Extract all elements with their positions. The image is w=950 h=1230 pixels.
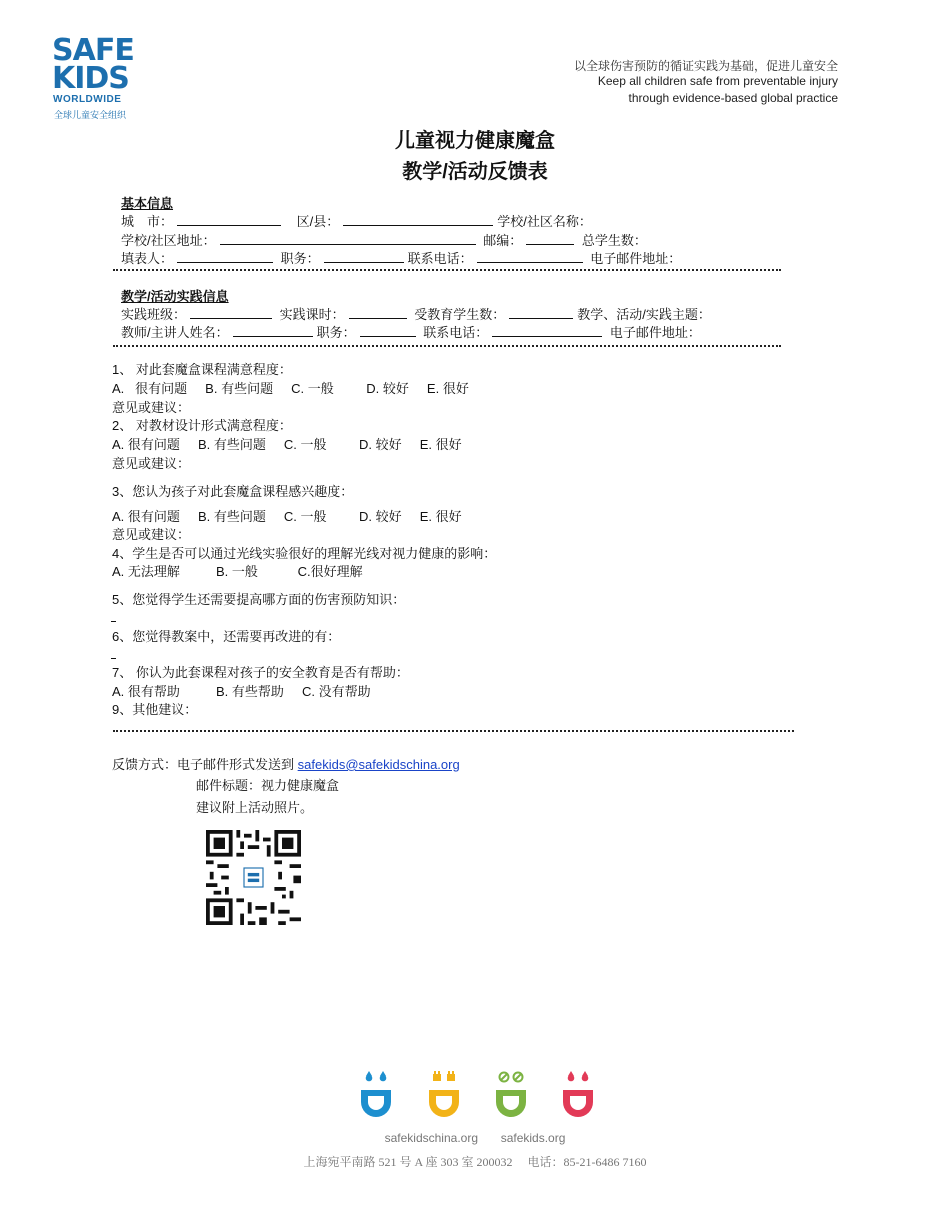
total-students-label: 总学生数：: [581, 233, 647, 248]
page-subtitle: 教学/活动反馈表: [402, 161, 548, 183]
practice-row-1: [121, 304, 711, 323]
school-addr-label: 学校/社区地址：: [121, 233, 216, 248]
question-3: 3、您认为孩子对此套魔盒课程感兴趣度：: [112, 484, 354, 499]
filler-position-label: 职务：: [280, 251, 320, 266]
school-addr-field[interactable]: [220, 233, 476, 245]
filler-phone-label: 联系电话：: [407, 251, 473, 266]
filler-label: 填表人：: [121, 251, 174, 266]
tagline-cn: 以全球伤害预防的循证实践为基础，促进儿童安全: [573, 59, 838, 73]
question-4-options[interactable]: A. 无法理解 B. 一般 C.很好理解: [112, 564, 363, 579]
question-9: 9、其他建议：: [112, 702, 198, 717]
teacher-email-label: 电子邮件地址：: [609, 325, 701, 340]
filler-field[interactable]: [177, 251, 273, 263]
hours-label: 实践课时：: [279, 307, 345, 322]
divider-1: [113, 269, 781, 271]
district-field[interactable]: [343, 214, 493, 226]
question-1-note: 意见或建议：: [112, 400, 191, 415]
footer-links: [0, 1131, 950, 1145]
question-5: 5、您觉得学生还需要提高哪方面的伤害预防知识：: [112, 592, 406, 607]
logo-worldwide: WORLDWIDE: [53, 94, 122, 105]
city-field[interactable]: [177, 214, 281, 226]
basic-row-2: [121, 230, 647, 249]
practice-info-heading: 教学/活动实践信息: [121, 289, 229, 304]
filler-email-label: 电子邮件地址：: [590, 251, 682, 266]
question-3-note: 意见或建议：: [112, 527, 191, 542]
footer-kids-icons: [356, 1068, 600, 1122]
feedback-label: 反馈方式：电子邮件形式发送到: [112, 757, 295, 772]
question-1-options[interactable]: A. 很有问题 B. 有些问题 C. 一般 D. 较好 E. 很好: [112, 381, 469, 396]
students-label: 受教育学生数：: [414, 307, 506, 322]
teacher-label: 教师/主讲人姓名：: [121, 325, 229, 340]
tagline-en-2: through evidence-based global practice: [628, 91, 838, 105]
class-field[interactable]: [190, 307, 272, 319]
teacher-phone-field[interactable]: [492, 325, 602, 337]
practice-row-2: [121, 322, 701, 341]
city-label: 城 市：: [121, 214, 174, 229]
teacher-field[interactable]: [233, 325, 313, 337]
question-2: 2、 对教材设计形式满意程度：: [112, 418, 292, 433]
question-6-answer-field[interactable]: [111, 647, 116, 659]
footer-link-safekidschina[interactable]: safekidschina.org: [384, 1131, 478, 1145]
basic-row-3: [121, 248, 681, 267]
footer-icon-blue: [361, 1071, 391, 1117]
footer-icon-red: [563, 1071, 593, 1117]
divider-3: [113, 730, 794, 732]
feedback-subject: 邮件标题：视力健康魔盒: [196, 778, 340, 793]
postcode-field[interactable]: [526, 233, 574, 245]
footer-icon-yellow: [429, 1071, 459, 1117]
feedback-email-link[interactable]: safekids@safekidschina.org: [297, 757, 460, 772]
teacher-phone-label: 联系电话：: [423, 325, 489, 340]
qr-code: [206, 830, 301, 925]
footer-link-safekids[interactable]: safekids.org: [500, 1131, 566, 1145]
logo-chinese: 全球儿童安全组织: [54, 110, 127, 120]
question-3-options[interactable]: A. 很有问题 B. 有些问题 C. 一般 D. 较好 E. 很好: [112, 509, 462, 524]
question-4: 4、学生是否可以通过光线实验很好的理解光线对视力健康的影响：: [112, 546, 497, 561]
basic-info-heading: 基本信息: [121, 196, 174, 211]
teacher-position-field[interactable]: [360, 325, 416, 337]
feedback-photo-note: 建议附上活动照片。: [196, 800, 314, 815]
page-title: 儿童视力健康魔盒: [395, 130, 555, 152]
students-field[interactable]: [509, 307, 573, 319]
hours-field[interactable]: [349, 307, 407, 319]
question-1: 1、 对此套魔盒课程满意程度：: [112, 362, 292, 377]
question-2-note: 意见或建议：: [112, 456, 191, 471]
tagline-en-1: Keep all children safe from preventable injury: [597, 74, 838, 88]
question-7-options[interactable]: A. 很有帮助 B. 有些帮助 C. 没有帮助: [112, 684, 371, 699]
divider-2: [113, 345, 781, 347]
filler-phone-field[interactable]: [477, 251, 583, 263]
basic-row-1: [121, 211, 592, 230]
question-7: 7、 你认为此套课程对孩子的安全教育是否有帮助：: [112, 665, 409, 680]
postcode-label: 邮编：: [483, 233, 523, 248]
question-6: 6、您觉得教案中，还需要再改进的有：: [112, 629, 341, 644]
logo-safe: SAFE: [52, 33, 134, 68]
class-label: 实践班级：: [121, 307, 187, 322]
footer-icon-green: [496, 1073, 526, 1118]
logo-kids: KIDS: [52, 61, 129, 96]
question-2-options[interactable]: A. 很有问题 B. 有些问题 C. 一般 D. 较好 E. 很好: [112, 437, 462, 452]
district-label: 区/县：: [296, 214, 340, 229]
theme-label: 教学、活动/实践主题：: [577, 307, 711, 322]
school-name-label: 学校/社区名称：: [497, 214, 592, 229]
feedback-line: [112, 754, 460, 773]
filler-position-field[interactable]: [324, 251, 404, 263]
footer-address: 上海宛平南路 521 号 A 座 303 室 200032 电话：85-21-6486 7160: [303, 1155, 647, 1169]
question-5-answer-field[interactable]: [111, 610, 116, 622]
teacher-position-label: 职务：: [316, 325, 356, 340]
